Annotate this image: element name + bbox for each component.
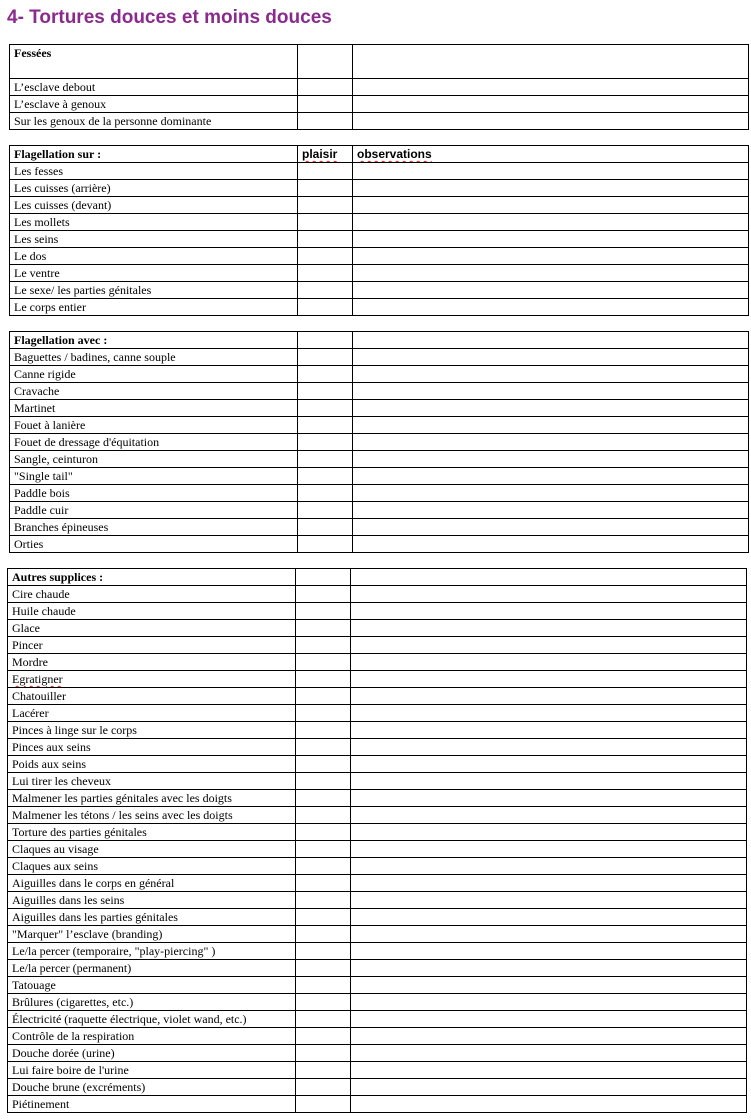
row-label: Baguettes / badines, canne souple <box>10 349 298 366</box>
plaisir-cell[interactable] <box>296 824 351 841</box>
table-row <box>10 417 749 434</box>
plaisir-cell[interactable] <box>296 1011 351 1028</box>
row-label: Lui tirer les cheveux <box>8 773 296 790</box>
table-row <box>10 400 749 417</box>
row-label: Mordre <box>8 654 296 671</box>
table-row <box>10 536 749 553</box>
observations-cell[interactable] <box>353 417 749 434</box>
observations-cell[interactable] <box>351 688 747 705</box>
row-label: Le dos <box>10 248 298 265</box>
observations-cell[interactable] <box>351 1028 747 1045</box>
plaisir-cell[interactable] <box>296 977 351 994</box>
observations-cell[interactable] <box>351 841 747 858</box>
observations-cell[interactable] <box>351 790 747 807</box>
observations-cell[interactable] <box>351 977 747 994</box>
observations-cell[interactable] <box>353 332 749 349</box>
table-row <box>10 451 749 468</box>
plaisir-cell[interactable] <box>298 248 353 265</box>
table-row <box>8 705 747 722</box>
table-row <box>10 485 749 502</box>
row-label: Lui faire boire de l'urine <box>8 1062 296 1079</box>
row-label: Contrôle de la respiration <box>8 1028 296 1045</box>
table-row <box>8 926 747 943</box>
row-label: Egratigner <box>8 671 296 688</box>
row-label: Le/la percer (temporaire, "play-piercing" ) <box>8 943 296 960</box>
plaisir-cell[interactable] <box>298 180 353 197</box>
table-row <box>8 892 747 909</box>
row-label: Branches épineuses <box>10 519 298 536</box>
observations-cell[interactable] <box>351 1062 747 1079</box>
row-label: Le ventre <box>10 265 298 282</box>
observations-cell[interactable] <box>353 451 749 468</box>
table-row <box>8 1096 747 1113</box>
plaisir-cell[interactable] <box>298 299 353 316</box>
table-row <box>10 96 749 113</box>
row-label: Paddle bois <box>10 485 298 502</box>
table-row <box>8 654 747 671</box>
plaisir-cell[interactable] <box>296 892 351 909</box>
table-row <box>10 197 749 214</box>
plaisir-cell[interactable] <box>296 739 351 756</box>
row-label: Glace <box>8 620 296 637</box>
observations-cell[interactable] <box>351 1011 747 1028</box>
plaisir-cell[interactable] <box>298 349 353 366</box>
table-row <box>10 434 749 451</box>
observations-cell[interactable] <box>351 705 747 722</box>
table-row <box>10 113 749 130</box>
plaisir-cell[interactable] <box>296 909 351 926</box>
table-row <box>8 722 747 739</box>
observations-cell[interactable] <box>351 586 747 603</box>
row-label: Claques aux seins <box>8 858 296 875</box>
row-label: Chatouiller <box>8 688 296 705</box>
plaisir-cell[interactable] <box>298 451 353 468</box>
table-row <box>8 790 747 807</box>
table-row <box>10 180 749 197</box>
row-label: Paddle cuir <box>10 502 298 519</box>
plaisir-cell[interactable] <box>296 790 351 807</box>
row-label: "Marquer" l’esclave (branding) <box>8 926 296 943</box>
observations-cell[interactable] <box>351 858 747 875</box>
table-row <box>8 773 747 790</box>
observations-cell[interactable] <box>353 163 749 180</box>
row-label: Le sexe/ les parties génitales <box>10 282 298 299</box>
observations-cell[interactable] <box>351 1045 747 1062</box>
observations-cell[interactable] <box>351 671 747 688</box>
observations-cell[interactable] <box>353 113 749 130</box>
plaisir-cell[interactable] <box>298 45 353 79</box>
plaisir-cell[interactable] <box>298 163 353 180</box>
table-row <box>8 994 747 1011</box>
table-row <box>8 1028 747 1045</box>
observations-cell[interactable] <box>353 214 749 231</box>
observations-cell[interactable] <box>353 519 749 536</box>
table-autres-supplices <box>7 568 747 1113</box>
row-label: Brûlures (cigarettes, etc.) <box>8 994 296 1011</box>
table-row <box>8 960 747 977</box>
plaisir-cell[interactable] <box>296 1045 351 1062</box>
observations-cell[interactable] <box>351 875 747 892</box>
plaisir-cell[interactable] <box>296 773 351 790</box>
row-label: Torture des parties génitales <box>8 824 296 841</box>
plaisir-cell[interactable] <box>296 926 351 943</box>
table-row <box>8 637 747 654</box>
table-row <box>8 824 747 841</box>
row-label: Aiguilles dans le corps en général <box>8 875 296 892</box>
observations-cell[interactable] <box>353 468 749 485</box>
plaisir-cell[interactable] <box>296 1096 351 1113</box>
section-header: Fessées <box>10 45 298 79</box>
table-row <box>10 163 749 180</box>
table-row <box>8 977 747 994</box>
table-row <box>10 282 749 299</box>
column-header-plaisir: plaisir <box>298 146 353 163</box>
table-row <box>8 586 747 603</box>
observations-cell[interactable] <box>353 400 749 417</box>
plaisir-cell[interactable] <box>296 943 351 960</box>
observations-cell[interactable] <box>351 637 747 654</box>
observations-cell[interactable] <box>353 536 749 553</box>
table-row <box>10 299 749 316</box>
plaisir-cell[interactable] <box>298 214 353 231</box>
plaisir-cell[interactable] <box>296 875 351 892</box>
observations-cell[interactable] <box>353 180 749 197</box>
table-row <box>10 468 749 485</box>
plaisir-cell[interactable] <box>296 705 351 722</box>
plaisir-cell[interactable] <box>298 231 353 248</box>
table-row <box>8 1011 747 1028</box>
table-row <box>8 739 747 756</box>
plaisir-cell[interactable] <box>298 96 353 113</box>
table-header-row <box>10 332 749 349</box>
observations-cell[interactable] <box>353 45 749 79</box>
table-flagellation-avec <box>9 331 749 553</box>
plaisir-cell[interactable] <box>296 994 351 1011</box>
table-row <box>8 671 747 688</box>
table-header-row <box>10 45 749 79</box>
table-row <box>8 1062 747 1079</box>
table-flagellation-sur <box>9 145 749 316</box>
observations-cell[interactable] <box>351 994 747 1011</box>
table-row <box>8 875 747 892</box>
plaisir-cell[interactable] <box>296 620 351 637</box>
row-label: Tatouage <box>8 977 296 994</box>
plaisir-cell[interactable] <box>296 960 351 977</box>
observations-cell[interactable] <box>353 299 749 316</box>
section-header: Flagellation sur : <box>10 146 298 163</box>
table-row <box>8 620 747 637</box>
observations-cell[interactable] <box>351 807 747 824</box>
observations-cell[interactable] <box>351 756 747 773</box>
table-header-row <box>8 569 747 586</box>
plaisir-cell[interactable] <box>298 434 353 451</box>
plaisir-cell[interactable] <box>298 536 353 553</box>
plaisir-cell[interactable] <box>296 807 351 824</box>
observations-cell[interactable] <box>351 1079 747 1096</box>
plaisir-cell[interactable] <box>296 1028 351 1045</box>
section-header: Flagellation avec : <box>10 332 298 349</box>
plaisir-cell[interactable] <box>298 417 353 434</box>
table-row <box>8 909 747 926</box>
table-row <box>10 383 749 400</box>
observations-cell[interactable] <box>353 383 749 400</box>
observations-cell[interactable] <box>351 739 747 756</box>
row-label: Malmener les tétons / les seins avec les doigts <box>8 807 296 824</box>
plaisir-cell[interactable] <box>296 722 351 739</box>
table-row <box>10 231 749 248</box>
observations-cell[interactable] <box>351 773 747 790</box>
plaisir-cell[interactable] <box>298 197 353 214</box>
table-row <box>10 265 749 282</box>
observations-cell[interactable] <box>351 603 747 620</box>
row-label: Aiguilles dans les seins <box>8 892 296 909</box>
observations-cell[interactable] <box>353 434 749 451</box>
row-label: Pinces à linge sur le corps <box>8 722 296 739</box>
plaisir-cell[interactable] <box>298 400 353 417</box>
plaisir-cell[interactable] <box>298 485 353 502</box>
row-label: Les cuisses (arrière) <box>10 180 298 197</box>
section-header: Autres supplices : <box>8 569 296 586</box>
row-label: Les cuisses (devant) <box>10 197 298 214</box>
plaisir-cell[interactable] <box>298 519 353 536</box>
observations-cell[interactable] <box>351 943 747 960</box>
plaisir-cell[interactable] <box>298 79 353 96</box>
row-label: Pincer <box>8 637 296 654</box>
table-row <box>8 756 747 773</box>
row-label: Sur les genoux de la personne dominante <box>10 113 298 130</box>
table-row <box>10 519 749 536</box>
page-title: 4- Tortures douces et moins douces <box>7 7 332 28</box>
observations-cell[interactable] <box>353 79 749 96</box>
row-label: Pinces aux seins <box>8 739 296 756</box>
plaisir-cell[interactable] <box>298 265 353 282</box>
observations-cell[interactable] <box>353 502 749 519</box>
plaisir-cell[interactable] <box>296 637 351 654</box>
row-label: Poids aux seins <box>8 756 296 773</box>
row-label: Lacérer <box>8 705 296 722</box>
observations-cell[interactable] <box>353 366 749 383</box>
observations-cell[interactable] <box>351 909 747 926</box>
row-label: Électricité (raquette électrique, violet wand, etc.) <box>8 1011 296 1028</box>
plaisir-cell[interactable] <box>296 756 351 773</box>
table-row <box>8 603 747 620</box>
plaisir-cell[interactable] <box>296 1079 351 1096</box>
row-label: Cire chaude <box>8 586 296 603</box>
row-label: Martinet <box>10 400 298 417</box>
observations-cell[interactable] <box>351 569 747 586</box>
row-label: Douche brune (excréments) <box>8 1079 296 1096</box>
plaisir-cell[interactable] <box>296 688 351 705</box>
row-label: Malmener les parties génitales avec les doigts <box>8 790 296 807</box>
table-row <box>8 943 747 960</box>
row-label: Claques au visage <box>8 841 296 858</box>
table-row <box>8 807 747 824</box>
plaisir-cell[interactable] <box>298 383 353 400</box>
table-row <box>8 1079 747 1096</box>
row-label: Piétinement <box>8 1096 296 1113</box>
row-label: Fouet de dressage d'équitation <box>10 434 298 451</box>
table-row <box>10 349 749 366</box>
row-label: Aiguilles dans les parties génitales <box>8 909 296 926</box>
row-label: L’esclave à genoux <box>10 96 298 113</box>
plaisir-cell[interactable] <box>298 502 353 519</box>
observations-cell[interactable] <box>353 265 749 282</box>
observations-cell[interactable] <box>353 282 749 299</box>
table-row <box>10 502 749 519</box>
plaisir-cell[interactable] <box>296 569 351 586</box>
row-label: Orties <box>10 536 298 553</box>
plaisir-cell[interactable] <box>298 332 353 349</box>
plaisir-cell[interactable] <box>296 1062 351 1079</box>
row-label: Cravache <box>10 383 298 400</box>
observations-cell[interactable] <box>353 248 749 265</box>
table-row <box>10 366 749 383</box>
plaisir-cell[interactable] <box>298 113 353 130</box>
table-row <box>10 214 749 231</box>
observations-cell[interactable] <box>351 722 747 739</box>
row-label: Douche dorée (urine) <box>8 1045 296 1062</box>
row-label: Le/la percer (permanent) <box>8 960 296 977</box>
table-row <box>8 858 747 875</box>
table-row <box>8 688 747 705</box>
row-label: Canne rigide <box>10 366 298 383</box>
observations-cell[interactable] <box>353 96 749 113</box>
plaisir-cell[interactable] <box>296 603 351 620</box>
table-row <box>10 79 749 96</box>
plaisir-cell[interactable] <box>298 282 353 299</box>
row-label: "Single tail" <box>10 468 298 485</box>
table-row <box>8 1045 747 1062</box>
plaisir-cell[interactable] <box>296 586 351 603</box>
observations-cell[interactable] <box>351 620 747 637</box>
row-label: Sangle, ceinturon <box>10 451 298 468</box>
observations-cell[interactable] <box>353 231 749 248</box>
plaisir-cell[interactable] <box>296 654 351 671</box>
observations-cell[interactable] <box>351 892 747 909</box>
table-row <box>8 841 747 858</box>
plaisir-cell[interactable] <box>298 366 353 383</box>
observations-cell[interactable] <box>353 197 749 214</box>
row-label: Fouet à lanière <box>10 417 298 434</box>
row-label: Le corps entier <box>10 299 298 316</box>
plaisir-cell[interactable] <box>296 841 351 858</box>
table-fessees <box>9 44 749 130</box>
observations-cell[interactable] <box>351 1096 747 1113</box>
plaisir-cell[interactable] <box>296 858 351 875</box>
table-header-row <box>10 146 749 163</box>
plaisir-cell[interactable] <box>296 671 351 688</box>
row-label: Les mollets <box>10 214 298 231</box>
observations-cell[interactable] <box>353 349 749 366</box>
table-row <box>10 248 749 265</box>
observations-cell[interactable] <box>353 485 749 502</box>
observations-cell[interactable] <box>351 824 747 841</box>
observations-cell[interactable] <box>351 654 747 671</box>
observations-cell[interactable] <box>351 960 747 977</box>
column-header-observations: observations <box>353 146 749 163</box>
row-label: Les seins <box>10 231 298 248</box>
plaisir-cell[interactable] <box>298 468 353 485</box>
observations-cell[interactable] <box>351 926 747 943</box>
row-label: Huile chaude <box>8 603 296 620</box>
row-label: Les fesses <box>10 163 298 180</box>
row-label: L’esclave debout <box>10 79 298 96</box>
